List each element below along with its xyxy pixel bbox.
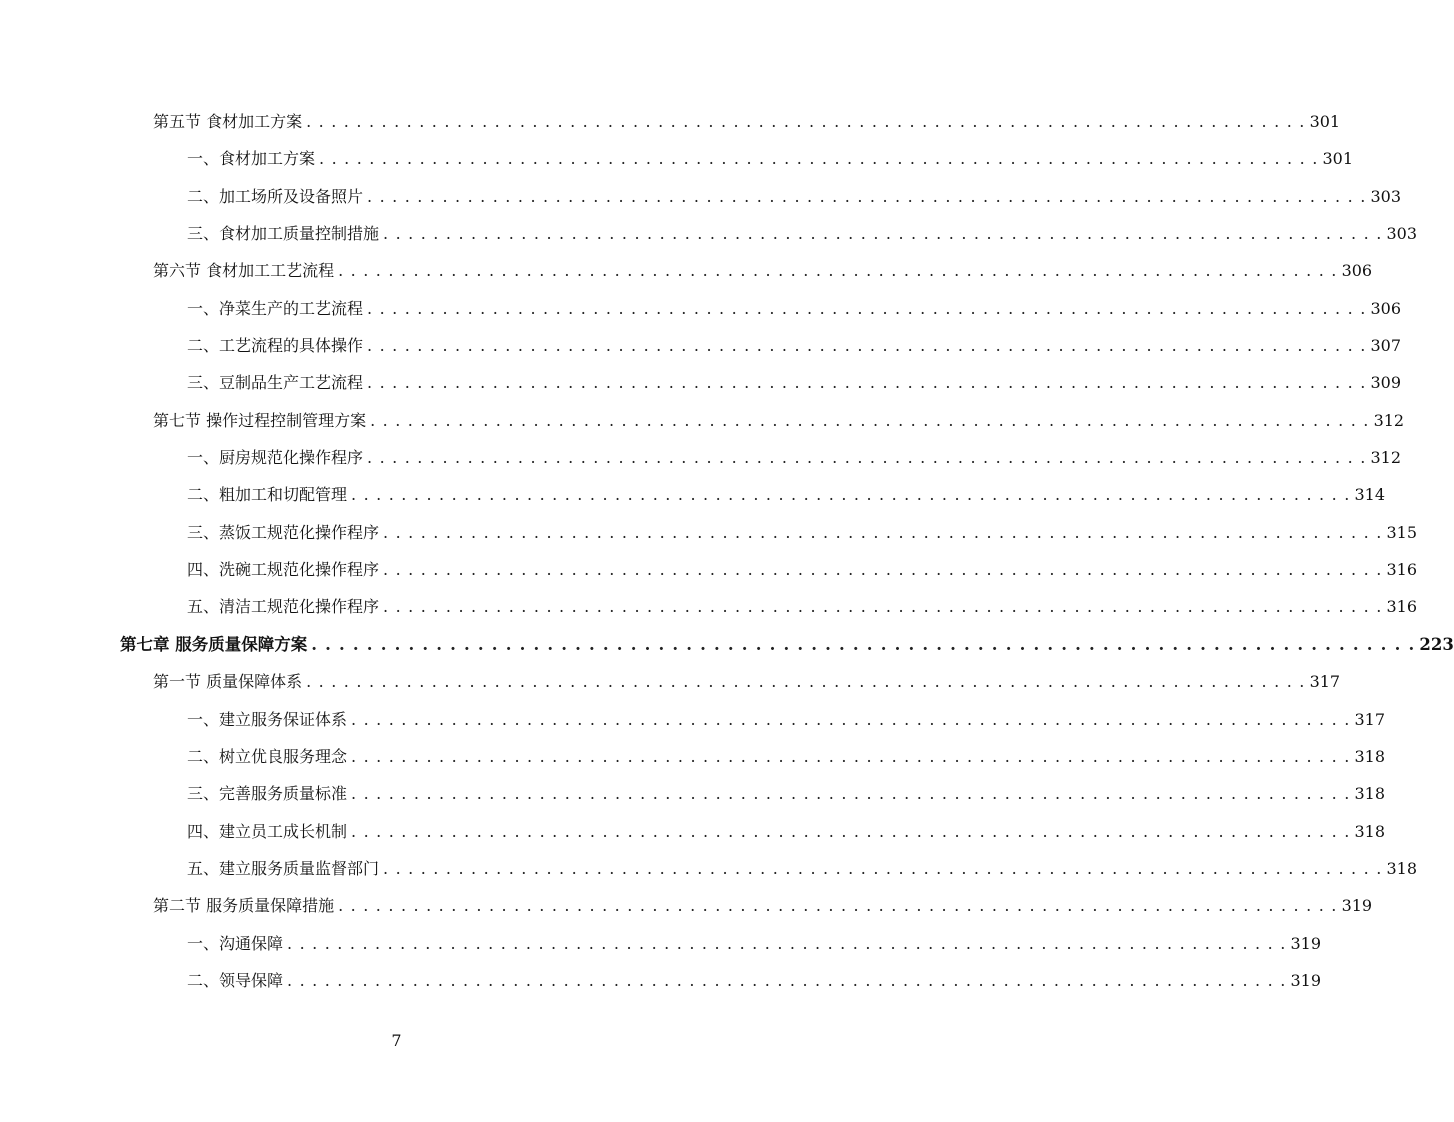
toc-entry[interactable]	[0, 475, 1386, 512]
dot-leader: . . . . . . . . . . . . . . . . . . . . . . . . . . . . . . . . . . . . . . . . . . . . . . . . . . . . . . . . . . . . . . . . . . . . . . . . . . . . . . . .	[306, 112, 1306, 131]
toc-entry[interactable]	[0, 812, 1386, 849]
dot-leader: . . . . . . . . . . . . . . . . . . . . . . . . . . . . . . . . . . . . . . . . . . . . . . . . . . . . . . . . . . . . . . . . . . . . . . . . . . . . . . . .	[311, 634, 1416, 654]
toc-entry-title: 三、蒸饭工规范化操作程序	[187, 522, 380, 542]
toc-line	[187, 186, 1402, 208]
toc-entry[interactable]	[0, 102, 1341, 139]
dot-leader: . . . . . . . . . . . . . . . . . . . . . . . . . . . . . . . . . . . . . . . . . . . . . . . . . . . . . . . . . . . . . . . . . . . . . . . . . . . . . . . .	[319, 149, 1319, 169]
toc-entry[interactable]	[0, 513, 1418, 550]
toc-entry[interactable]	[0, 550, 1418, 587]
toc-entry-title: 第七节 操作过程控制管理方案	[153, 410, 367, 430]
toc-line	[120, 634, 1454, 656]
toc-line	[187, 148, 1354, 170]
toc-entry-title: 一、厨房规范化操作程序	[187, 448, 364, 468]
toc-line	[187, 821, 1386, 843]
toc-line	[187, 596, 1418, 618]
toc-entry[interactable]	[0, 924, 1322, 961]
toc-entry-page: 318	[1354, 784, 1386, 804]
toc-entry-page: 317	[1309, 672, 1341, 692]
toc-line	[153, 671, 1341, 693]
toc-entry[interactable]	[0, 587, 1418, 624]
toc-entry-title: 二、工艺流程的具体操作	[187, 336, 364, 356]
toc-line	[187, 783, 1386, 805]
toc-entry-title: 二、粗加工和切配管理	[187, 485, 348, 505]
dot-leader: . . . . . . . . . . . . . . . . . . . . . . . . . . . . . . . . . . . . . . . . . . . . . . . . . . . . . . . . . . . . . . . . . . . . . . . . . . . . . . . .	[351, 485, 1351, 505]
toc-entry[interactable]	[0, 700, 1386, 737]
toc-entry-page: 318	[1354, 821, 1386, 841]
toc-entry-page: 315	[1386, 522, 1418, 542]
table-of-contents	[0, 102, 1454, 998]
toc-line	[187, 858, 1418, 880]
toc-entry-page: 303	[1386, 224, 1418, 244]
toc-entry-title: 第二节 服务质量保障措施	[153, 896, 335, 916]
toc-line	[187, 970, 1322, 992]
toc-entry-page: 316	[1386, 597, 1418, 617]
toc-entry[interactable]	[0, 251, 1373, 288]
toc-entry-title: 三、豆制品生产工艺流程	[187, 373, 364, 393]
dot-leader: . . . . . . . . . . . . . . . . . . . . . . . . . . . . . . . . . . . . . . . . . . . . . . . . . . . . . . . . . . . . . . . . . . . . . . . . . . . . . . . .	[367, 336, 1367, 356]
toc-entry-title: 一、建立服务保证体系	[187, 709, 348, 729]
toc-entry[interactable]	[0, 737, 1386, 774]
toc-entry[interactable]	[0, 886, 1373, 923]
toc-entry[interactable]	[0, 625, 1454, 662]
toc-entry[interactable]	[0, 326, 1402, 363]
toc-line	[187, 522, 1418, 544]
toc-entry-title: 五、建立服务质量监督部门	[187, 858, 380, 878]
toc-entry-title: 四、建立员工成长机制	[187, 821, 348, 841]
dot-leader: . . . . . . . . . . . . . . . . . . . . . . . . . . . . . . . . . . . . . . . . . . . . . . . . . . . . . . . . . . . . . . . . . . . . . . . . . . . . . . . .	[367, 298, 1367, 318]
dot-leader: . . . . . . . . . . . . . . . . . . . . . . . . . . . . . . . . . . . . . . . . . . . . . . . . . . . . . . . . . . . . . . . . . . . . . . . . . . . . . . . .	[383, 224, 1383, 244]
dot-leader: . . . . . . . . . . . . . . . . . . . . . . . . . . . . . . . . . . . . . . . . . . . . . . . . . . . . . . . . . . . . . . . . . . . . . . . . . . . . . . . .	[383, 522, 1383, 542]
toc-entry-page: 319	[1341, 896, 1373, 916]
toc-entry[interactable]	[0, 401, 1405, 438]
dot-leader: . . . . . . . . . . . . . . . . . . . . . . . . . . . . . . . . . . . . . . . . . . . . . . . . . . . . . . . . . . . . . . . . . . . . . . . . . . . . . . . .	[351, 821, 1351, 841]
toc-entry-title: 第五节 食材加工方案	[153, 112, 303, 131]
toc-line	[187, 372, 1402, 394]
toc-entry-page: 312	[1373, 410, 1405, 430]
dot-leader: . . . . . . . . . . . . . . . . . . . . . . . . . . . . . . . . . . . . . . . . . . . . . . . . . . . . . . . . . . . . . . . . . . . . . . . . . . . . . . . .	[383, 597, 1383, 617]
dot-leader: . . . . . . . . . . . . . . . . . . . . . . . . . . . . . . . . . . . . . . . . . . . . . . . . . . . . . . . . . . . . . . . . . . . . . . . . . . . . . . . .	[383, 560, 1383, 580]
toc-entry-page: 318	[1386, 858, 1418, 878]
toc-entry-title: 二、加工场所及设备照片	[187, 186, 364, 206]
toc-line	[187, 709, 1386, 731]
dot-leader: . . . . . . . . . . . . . . . . . . . . . . . . . . . . . . . . . . . . . . . . . . . . . . . . . . . . . . . . . . . . . . . . . . . . . . . . . . . . . . . .	[367, 186, 1367, 206]
toc-entry-page: 312	[1370, 448, 1402, 468]
toc-entry-page: 306	[1341, 261, 1373, 281]
toc-entry-title: 四、洗碗工规范化操作程序	[187, 560, 380, 580]
toc-entry-page: 223	[1419, 634, 1454, 654]
dot-leader: . . . . . . . . . . . . . . . . . . . . . . . . . . . . . . . . . . . . . . . . . . . . . . . . . . . . . . . . . . . . . . . . . . . . . . . . . . . . . . . .	[287, 970, 1287, 990]
toc-line	[153, 111, 1341, 133]
toc-line	[153, 895, 1373, 917]
toc-line	[187, 559, 1418, 581]
toc-entry-page: 314	[1354, 485, 1386, 505]
dot-leader: . . . . . . . . . . . . . . . . . . . . . . . . . . . . . . . . . . . . . . . . . . . . . . . . . . . . . . . . . . . . . . . . . . . . . . . . . . . . . . . .	[338, 261, 1338, 281]
dot-leader: . . . . . . . . . . . . . . . . . . . . . . . . . . . . . . . . . . . . . . . . . . . . . . . . . . . . . . . . . . . . . . . . . . . . . . . . . . . . . . . .	[367, 373, 1367, 393]
toc-entry-page: 316	[1386, 560, 1418, 580]
toc-entry-title: 第一节 质量保障体系	[153, 672, 303, 692]
dot-leader: . . . . . . . . . . . . . . . . . . . . . . . . . . . . . . . . . . . . . . . . . . . . . . . . . . . . . . . . . . . . . . . . . . . . . . . . . . . . . . . .	[367, 448, 1367, 468]
toc-entry[interactable]	[0, 438, 1402, 475]
toc-entry-page: 317	[1354, 709, 1386, 729]
toc-line	[153, 260, 1373, 282]
toc-entry-page: 301	[1322, 149, 1354, 169]
toc-entry[interactable]	[0, 139, 1354, 176]
toc-line	[187, 223, 1418, 245]
page-number: 7	[391, 1031, 402, 1050]
toc-line	[187, 484, 1386, 506]
dot-leader: . . . . . . . . . . . . . . . . . . . . . . . . . . . . . . . . . . . . . . . . . . . . . . . . . . . . . . . . . . . . . . . . . . . . . . . . . . . . . . . .	[370, 410, 1370, 430]
toc-line	[187, 335, 1402, 357]
toc-entry-title: 一、食材加工方案	[187, 149, 316, 169]
toc-entry-page: 303	[1370, 186, 1402, 206]
toc-entry-title: 三、完善服务质量标准	[187, 784, 348, 804]
toc-entry-title: 第七章 服务质量保障方案	[120, 634, 308, 654]
dot-leader: . . . . . . . . . . . . . . . . . . . . . . . . . . . . . . . . . . . . . . . . . . . . . . . . . . . . . . . . . . . . . . . . . . . . . . . . . . . . . . . .	[383, 858, 1383, 878]
toc-entry-page: 319	[1290, 933, 1322, 953]
toc-line	[187, 746, 1386, 768]
toc-entry[interactable]	[0, 662, 1341, 699]
toc-entry[interactable]	[0, 961, 1322, 998]
toc-entry-page: 309	[1370, 373, 1402, 393]
dot-leader: . . . . . . . . . . . . . . . . . . . . . . . . . . . . . . . . . . . . . . . . . . . . . . . . . . . . . . . . . . . . . . . . . . . . . . . . . . . . . . . .	[351, 746, 1351, 766]
toc-entry-title: 一、净菜生产的工艺流程	[187, 298, 364, 318]
toc-entry[interactable]	[0, 289, 1402, 326]
toc-entry[interactable]	[0, 214, 1418, 251]
toc-entry-title: 一、沟通保障	[187, 933, 284, 953]
dot-leader: . . . . . . . . . . . . . . . . . . . . . . . . . . . . . . . . . . . . . . . . . . . . . . . . . . . . . . . . . . . . . . . . . . . . . . . . . . . . . . . .	[306, 672, 1306, 692]
toc-entry-title: 五、清洁工规范化操作程序	[187, 597, 380, 617]
dot-leader: . . . . . . . . . . . . . . . . . . . . . . . . . . . . . . . . . . . . . . . . . . . . . . . . . . . . . . . . . . . . . . . . . . . . . . . . . . . . . . . .	[351, 784, 1351, 804]
dot-leader: . . . . . . . . . . . . . . . . . . . . . . . . . . . . . . . . . . . . . . . . . . . . . . . . . . . . . . . . . . . . . . . . . . . . . . . . . . . . . . . .	[287, 933, 1287, 953]
toc-entry-page: 307	[1370, 336, 1402, 356]
toc-entry-page: 306	[1370, 298, 1402, 318]
toc-entry[interactable]	[0, 849, 1418, 886]
toc-entry[interactable]	[0, 177, 1402, 214]
dot-leader: . . . . . . . . . . . . . . . . . . . . . . . . . . . . . . . . . . . . . . . . . . . . . . . . . . . . . . . . . . . . . . . . . . . . . . . . . . . . . . . .	[338, 896, 1338, 916]
toc-line	[153, 410, 1405, 432]
toc-entry[interactable]	[0, 774, 1386, 811]
toc-line	[187, 447, 1402, 469]
toc-entry-page: 318	[1354, 746, 1386, 766]
dot-leader: . . . . . . . . . . . . . . . . . . . . . . . . . . . . . . . . . . . . . . . . . . . . . . . . . . . . . . . . . . . . . . . . . . . . . . . . . . . . . . . .	[351, 709, 1351, 729]
toc-entry-title: 三、食材加工质量控制措施	[187, 224, 380, 244]
toc-line	[187, 298, 1402, 320]
toc-entry-title: 第六节 食材加工工艺流程	[153, 261, 335, 281]
toc-entry-page: 319	[1290, 970, 1322, 990]
toc-entry-title: 二、领导保障	[187, 970, 284, 990]
toc-line	[187, 933, 1322, 955]
toc-entry-page: 301	[1309, 112, 1341, 131]
toc-entry-title: 二、树立优良服务理念	[187, 746, 348, 766]
toc-entry[interactable]	[0, 363, 1402, 400]
